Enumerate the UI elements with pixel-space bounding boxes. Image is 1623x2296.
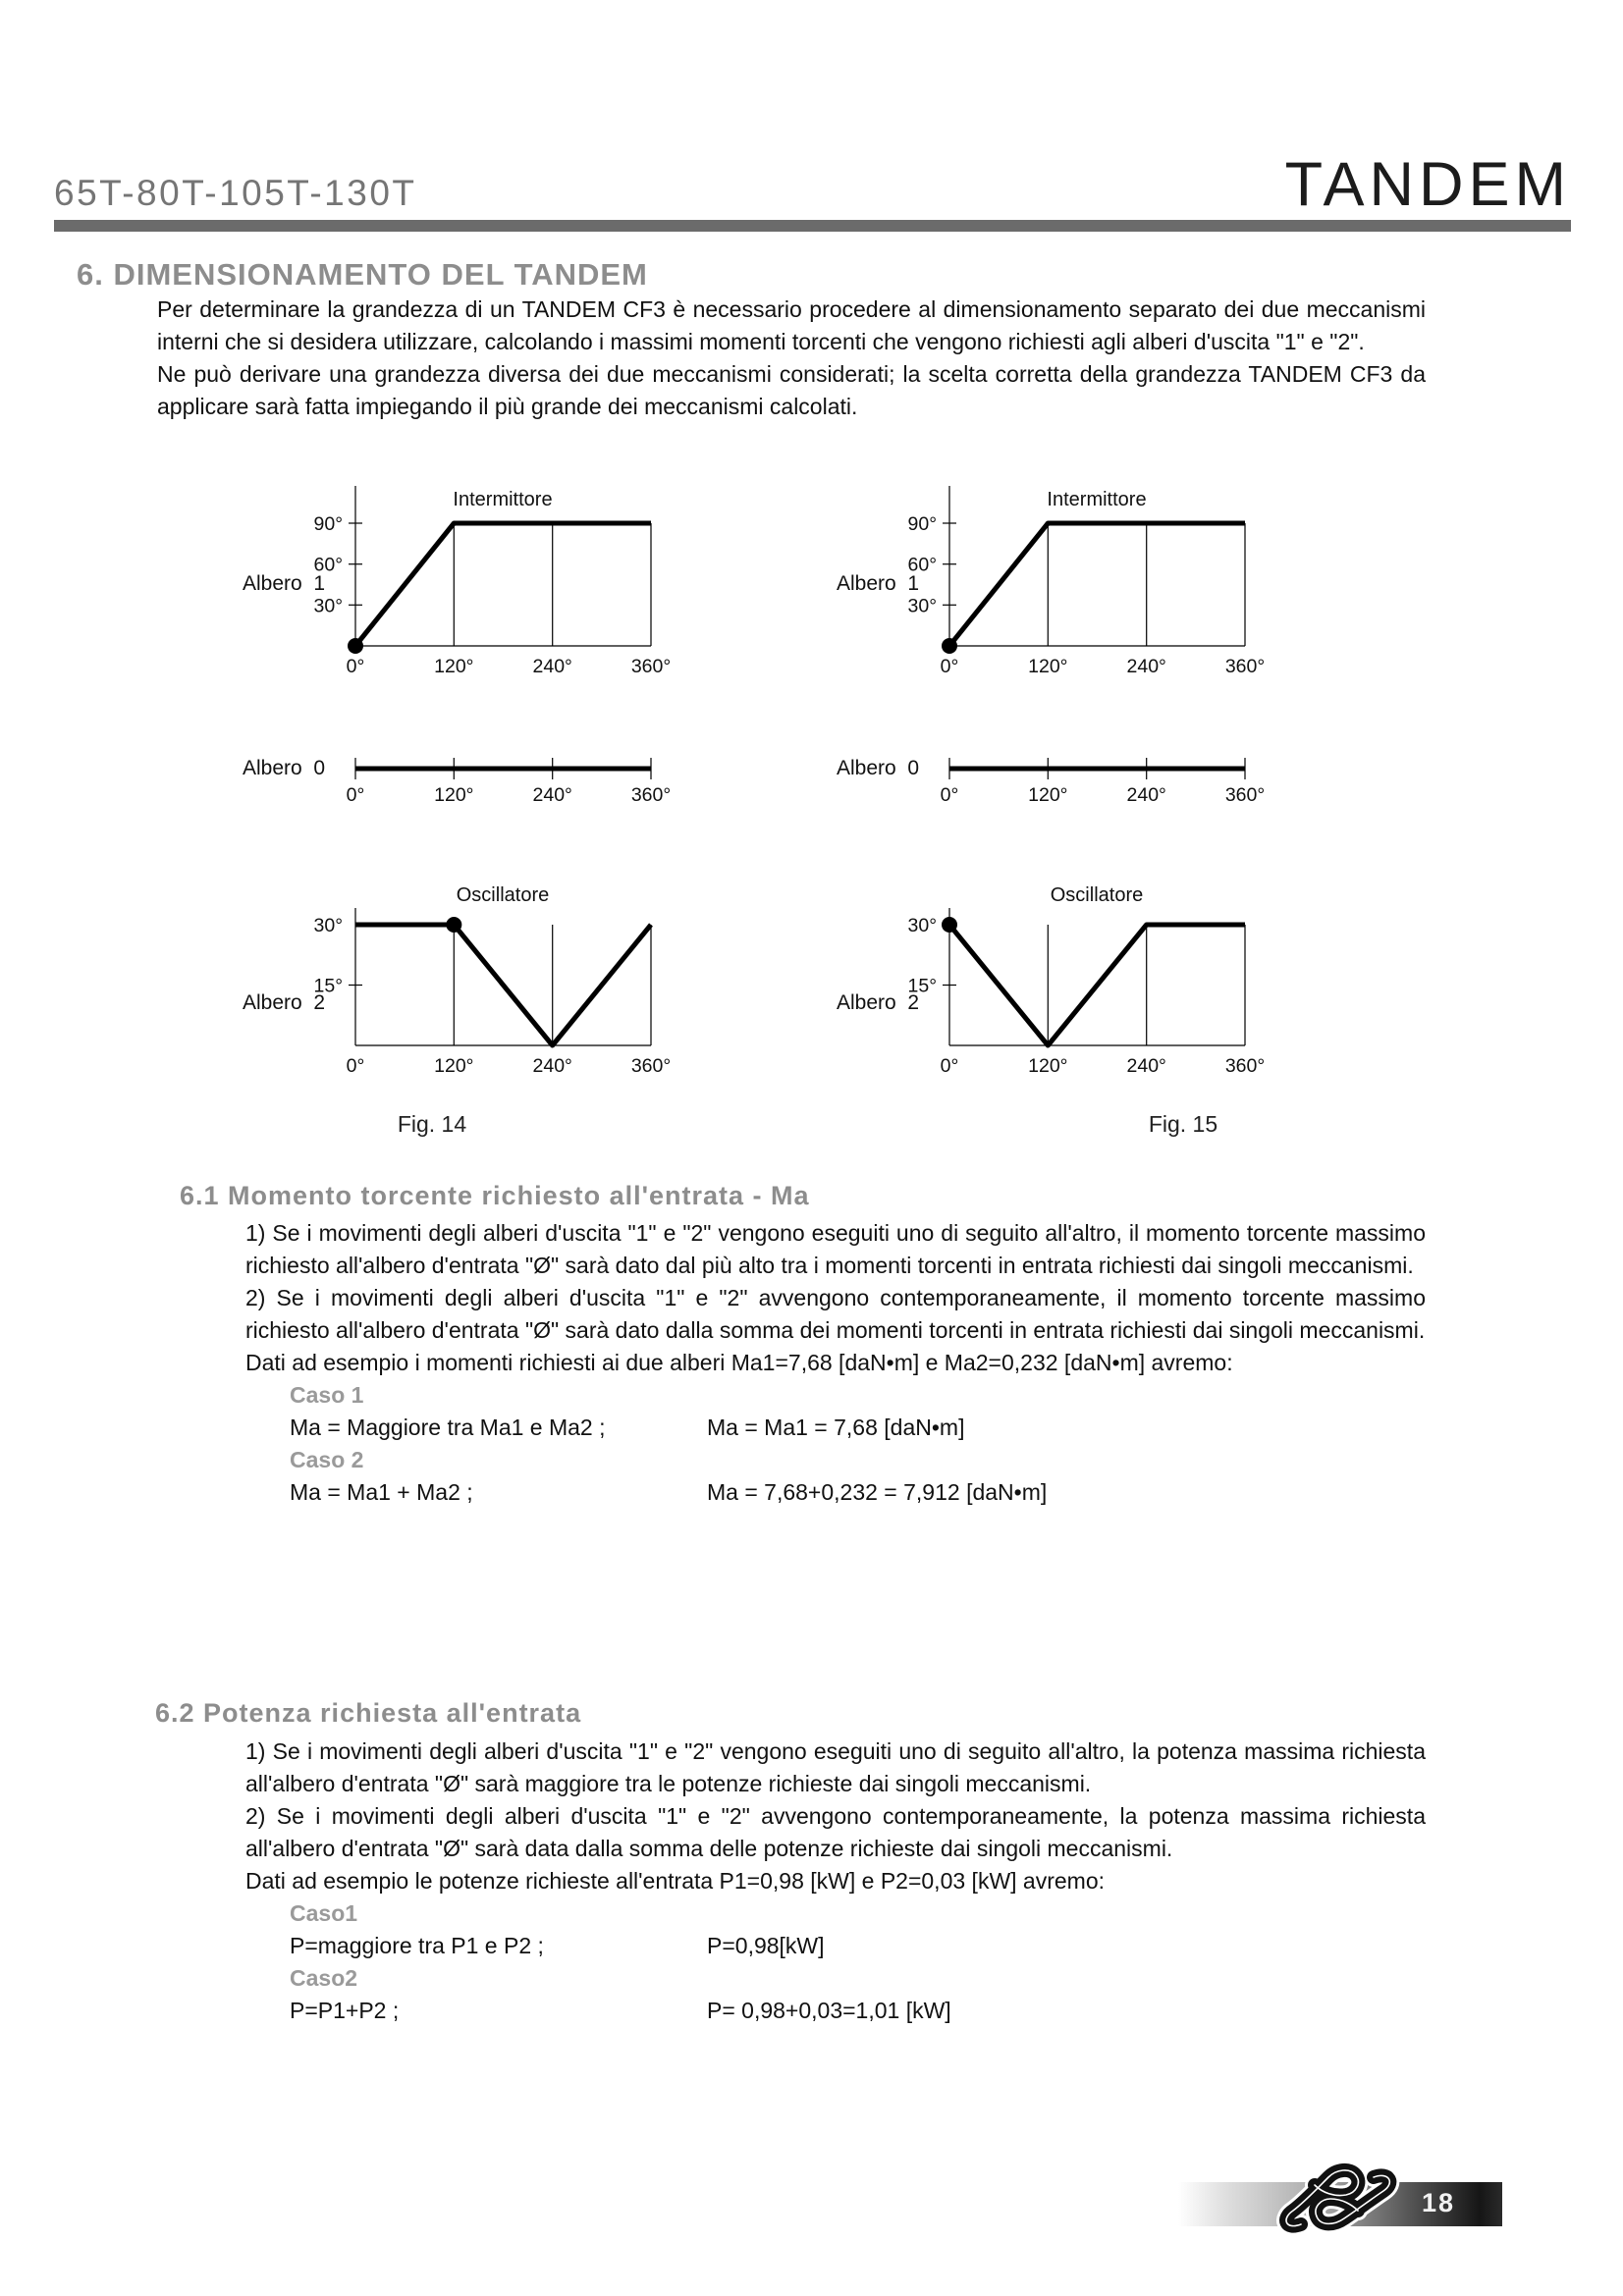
- chart-title: Intermittore: [453, 489, 553, 510]
- y-tick-label: 60°: [907, 554, 937, 576]
- y-tick-label: 15°: [313, 975, 343, 997]
- section-6-2-example-intro: Dati ad esempio le potenze richieste all'entrata P1=0,98 [kW] e P2=0,03 [kW] avremo:: [245, 1868, 1106, 1894]
- x-tick-label: 0°: [940, 784, 959, 806]
- shaft-label: Albero 0: [243, 757, 326, 779]
- y-tick-label: 30°: [313, 595, 343, 617]
- figure-14-caption: Fig. 14: [397, 1111, 467, 1137]
- x-tick-label: 240°: [1126, 1055, 1166, 1077]
- x-tick-label: 240°: [532, 656, 572, 677]
- y-tick-label: 30°: [313, 915, 343, 936]
- x-tick-label: 240°: [532, 1055, 572, 1077]
- y-tick-label: 30°: [907, 595, 937, 617]
- section-6-2-title: 6.2 Potenza richiesta all'entrata: [155, 1698, 582, 1728]
- oscillatore-curve: [355, 925, 651, 1045]
- x-tick-label: 360°: [1224, 1055, 1266, 1077]
- shaft-label: Albero 0: [837, 757, 920, 779]
- caso-2-label: Caso2: [290, 1965, 358, 1991]
- section-6-1-example-intro: Dati ad esempio i momenti richiesti ai due alberi Ma1=7,68 [daN•m] e Ma2=0,232 [daN•m] avremo:: [245, 1350, 1233, 1375]
- caso-1-formula: P=maggiore tra P1 e P2 ;: [290, 1933, 544, 1958]
- y-tick-label: 90°: [313, 513, 343, 535]
- x-tick-label: 360°: [1224, 656, 1266, 677]
- caso-2-formula: P=P1+P2 ;: [290, 1998, 400, 2023]
- caso-2-result: P= 0,98+0,03=1,01 [kW]: [707, 1998, 951, 2023]
- figure-15-diagram: [817, 476, 1327, 1124]
- x-tick-label: 120°: [434, 784, 474, 806]
- torque-example-cases: [290, 1379, 1426, 1509]
- x-tick-label: 360°: [630, 784, 672, 806]
- x-tick-label: 0°: [940, 1055, 959, 1077]
- shaft-label: Albero 2: [243, 991, 326, 1014]
- section-6-paragraph-1: Per determinare la grandezza di un TANDEM CF3 è necessario procedere al dimensionamento separato dei due meccanismi interni che si desidera utilizzare, calcolando i massimi momenti torcenti che vengono richiesti agli alberi d'uscita "1" e "2".: [157, 296, 1426, 354]
- page-number: 18: [1422, 2188, 1456, 2217]
- caso-2-result: Ma = 7,68+0,232 = 7,912 [daN•m]: [707, 1479, 1048, 1505]
- section-6-1-title: 6.1 Momento torcente richiesto all'entrata - Ma: [180, 1181, 810, 1210]
- power-example-cases: [290, 1897, 1426, 2027]
- shaft-label: Albero 1: [243, 572, 326, 595]
- header-rule: [54, 220, 1571, 232]
- brand-logo-text: TANDEM: [1284, 150, 1571, 219]
- section-6-1-body: [245, 1217, 1426, 1509]
- section-6-2-body: [245, 1735, 1426, 2027]
- figure-14-diagram: [223, 476, 733, 1124]
- section-6-1-paragraph-2: 2) Se i movimenti degli alberi d'uscita "1" e "2" avvengono contemporaneamente, il momento torcente massimo richiesto all'albero d'entrata "Ø" sarà dato dalla somma dei momenti torcenti in entrata richiesti dai singoli meccanismi.: [245, 1285, 1426, 1343]
- start-marker: [942, 638, 957, 654]
- section-6-1-paragraph-1: 1) Se i movimenti degli alberi d'uscita "1" e "2" vengono eseguiti uno di seguito all'altro, il momento torcente massimo richiesto all'albero d'entrata "Ø" sarà dato dal più alto tra i momenti torcenti in entrata richiesti dai singoli meccanismi.: [245, 1220, 1426, 1278]
- shaft-label: Albero 2: [837, 991, 920, 1014]
- section-6-2-paragraph-2: 2) Se i movimenti degli alberi d'uscita "1" e "2" avvengono contemporaneamente, la potenza massima richiesta all'albero d'entrata "Ø" sarà data dalla somma delle potenze richieste dai singoli meccanismi.: [245, 1803, 1426, 1861]
- section-6-body: [157, 294, 1426, 423]
- intermittore-curve: [355, 523, 651, 646]
- x-tick-label: 120°: [1028, 784, 1068, 806]
- x-tick-label: 0°: [346, 656, 365, 677]
- y-tick-label: 90°: [907, 513, 937, 535]
- model-codes: 65T-80T-105T-130T: [54, 173, 417, 213]
- caso-1-row: [290, 1412, 1426, 1444]
- x-tick-label: 360°: [1224, 784, 1266, 806]
- shaft-label: Albero 1: [837, 572, 920, 595]
- intermittore-curve: [949, 523, 1245, 646]
- x-tick-label: 0°: [940, 656, 959, 677]
- y-tick-label: 30°: [907, 915, 937, 936]
- caso-2-label: Caso 2: [290, 1447, 364, 1472]
- x-tick-label: 120°: [434, 1055, 474, 1077]
- caso-1-result: P=0,98[kW]: [707, 1933, 825, 1958]
- caso-2-row: [290, 1995, 1426, 2027]
- x-tick-label: 360°: [630, 1055, 672, 1077]
- section-6-title: 6. DIMENSIONAMENTO DEL TANDEM: [77, 257, 648, 292]
- x-tick-label: 240°: [1126, 656, 1166, 677]
- caso-2-formula: Ma = Ma1 + Ma2 ;: [290, 1479, 473, 1505]
- caso-1-label: Caso 1: [290, 1382, 364, 1408]
- x-tick-label: 240°: [1126, 784, 1166, 806]
- caso-1-label: Caso1: [290, 1900, 358, 1926]
- caso-2-row: [290, 1476, 1426, 1509]
- x-tick-label: 120°: [434, 656, 474, 677]
- x-tick-label: 120°: [1028, 656, 1068, 677]
- caso-1-result: Ma = Ma1 = 7,68 [daN•m]: [707, 1415, 965, 1440]
- caso-1-formula: Ma = Maggiore tra Ma1 e Ma2 ;: [290, 1415, 606, 1440]
- y-tick-label: 15°: [907, 975, 937, 997]
- chart-title: Intermittore: [1047, 489, 1147, 510]
- company-knot-logo: [1271, 2148, 1409, 2246]
- x-tick-label: 360°: [630, 656, 672, 677]
- x-tick-label: 240°: [532, 784, 572, 806]
- start-marker: [348, 638, 363, 654]
- figure-15-caption: Fig. 15: [1148, 1111, 1218, 1137]
- section-6-paragraph-2: Ne può derivare una grandezza diversa dei due meccanismi considerati; la scelta corretta della grandezza TANDEM CF3 da applicare sarà fatta impiegando il più grande dei meccanismi calcolati.: [157, 361, 1426, 419]
- chart-title: Oscillatore: [1050, 884, 1144, 906]
- x-tick-label: 0°: [346, 1055, 365, 1077]
- caso-1-row: [290, 1930, 1426, 1962]
- chart-title: Oscillatore: [456, 884, 550, 906]
- oscillatore-curve: [949, 925, 1245, 1045]
- x-tick-label: 0°: [346, 784, 365, 806]
- section-6-2-paragraph-1: 1) Se i movimenti degli alberi d'uscita "1" e "2" vengono eseguiti uno di seguito all'altro, la potenza massima richiesta all'albero d'entrata "Ø" sarà maggiore tra le potenze richieste dai singoli meccanismi.: [245, 1738, 1426, 1796]
- x-tick-label: 120°: [1028, 1055, 1068, 1077]
- y-tick-label: 60°: [313, 554, 343, 576]
- start-marker: [942, 917, 957, 933]
- start-marker: [446, 917, 461, 933]
